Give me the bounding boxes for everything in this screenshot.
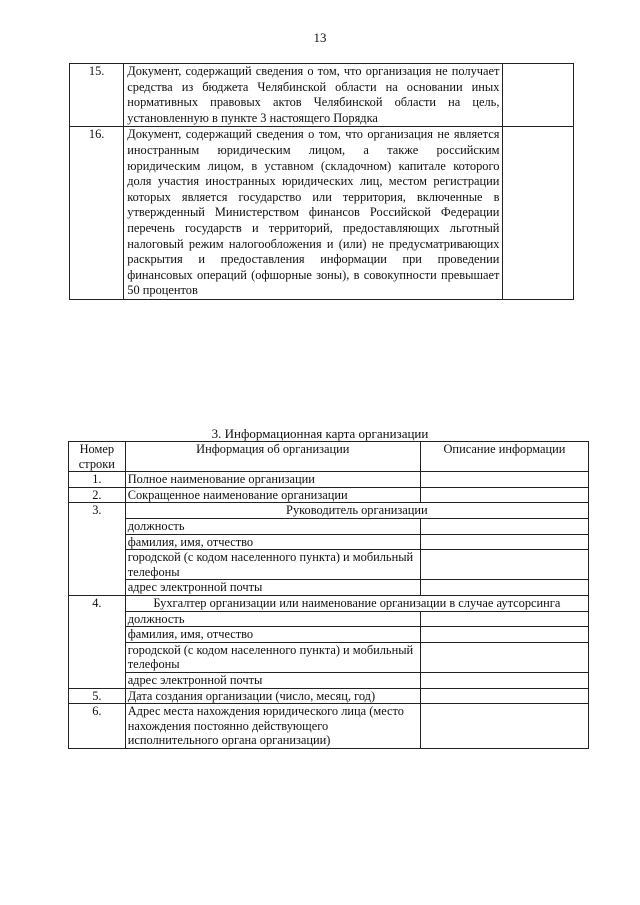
value-cell xyxy=(420,487,588,503)
table-row xyxy=(69,550,589,580)
row-label: городской (с кодом населенного пункта) и мобильный телефоны xyxy=(125,642,420,672)
value-cell xyxy=(420,472,588,488)
table-row xyxy=(69,580,589,596)
value-cell xyxy=(420,672,588,688)
table-row xyxy=(69,611,589,627)
table-row xyxy=(69,472,589,488)
row-number: 2. xyxy=(69,487,126,503)
header-info: Информация об организации xyxy=(125,442,420,472)
section-title: 3. Информационная карта организации xyxy=(211,426,429,441)
value-cell xyxy=(420,518,588,534)
table-row xyxy=(70,127,574,300)
empty-cell xyxy=(503,127,574,300)
row-number: 16. xyxy=(70,127,124,300)
row-label: должность xyxy=(125,611,420,627)
row-number: 3. xyxy=(69,503,126,519)
value-cell xyxy=(420,704,588,749)
table-row xyxy=(69,672,589,688)
row-number: 5. xyxy=(69,688,126,704)
header-row xyxy=(69,442,589,472)
organization-card-table xyxy=(68,441,589,749)
section-heading: Руководитель организации xyxy=(125,503,588,519)
header-num: Номер строки xyxy=(69,442,126,472)
value-cell xyxy=(420,688,588,704)
table-row xyxy=(69,518,589,534)
value-cell xyxy=(420,550,588,580)
row-label: фамилия, имя, отчество xyxy=(125,534,420,550)
row-label: адрес электронной почты xyxy=(125,580,420,596)
section-heading: Бухгалтер организации или наименование организации в случае аутсорсинга xyxy=(125,595,588,611)
row-number: 4. xyxy=(69,595,126,611)
table-row xyxy=(69,704,589,749)
row-number: 6. xyxy=(69,704,126,749)
documents-list-table xyxy=(69,63,574,300)
value-cell xyxy=(420,611,588,627)
row-number: 15. xyxy=(70,64,124,127)
row-description: Документ, содержащий сведения о том, что организация не является иностранным юридическим лицом, а также российским юридическим лицом, в уставном (складочном) капитале которого доля участия иностранных юридических лиц, местом регистрации которых является государство или территория, включенные в утвержденный Министерством финансов Российской Федерации перечень государств и территорий, предоставляющих льготный налоговый режим налогообложения и (или) не предусматривающих раскрытия и предоставления информации при проведении финансовых операций (офшорные зоны), в совокупности превышает 50 процентов xyxy=(124,127,503,300)
table-row xyxy=(69,487,589,503)
table-row xyxy=(69,534,589,550)
row-label: должность xyxy=(125,518,420,534)
row-label: адрес электронной почты xyxy=(125,672,420,688)
table-row xyxy=(70,64,574,127)
table-row xyxy=(69,642,589,672)
value-cell xyxy=(420,534,588,550)
table-row xyxy=(69,595,589,611)
row-description: Документ, содержащий сведения о том, что организация не получает средства из бюджета Челябинской области на основании иных нормативных правовых актов Челябинской области на цель, установленную в пункте 3 настоящего Порядка xyxy=(124,64,503,127)
value-cell xyxy=(420,580,588,596)
value-cell xyxy=(420,642,588,672)
row-label: фамилия, имя, отчество xyxy=(125,627,420,643)
table-row xyxy=(69,627,589,643)
page-number: 13 xyxy=(313,30,327,45)
table-row xyxy=(69,503,589,519)
header-desc: Описание информации xyxy=(420,442,588,472)
row-label: Дата создания организации (число, месяц, год) xyxy=(125,688,420,704)
row-label: городской (с кодом населенного пункта) и мобильный телефоны xyxy=(125,550,420,580)
table-row xyxy=(69,688,589,704)
row-number: 1. xyxy=(69,472,126,488)
row-label: Сокращенное наименование организации xyxy=(125,487,420,503)
value-cell xyxy=(420,627,588,643)
empty-cell xyxy=(503,64,574,127)
row-label: Адрес места нахождения юридического лица (место нахождения постоянно действующего исполнительного органа организации) xyxy=(125,704,420,749)
row-label: Полное наименование организации xyxy=(125,472,420,488)
